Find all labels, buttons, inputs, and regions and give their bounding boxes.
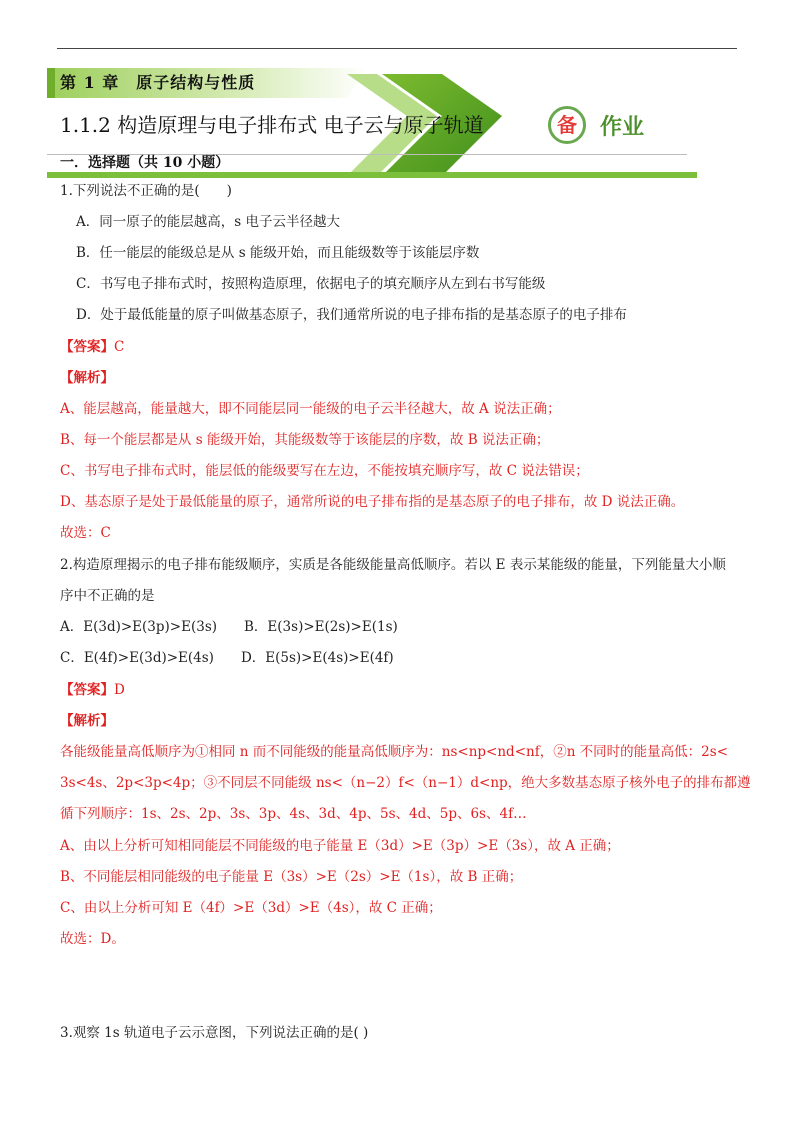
q2-analysis-label: 【解析】 [60, 713, 114, 729]
q1-answer-row [60, 337, 124, 357]
q2-analysis-a: A、由以上分析可知相同能层不同能级的电子能量 E（3d）>E（3p）>E（3s），故 A 正确； [60, 838, 620, 854]
q1-analysis-c: C、书写电子排布式时，能层低的能级要写在左边，不能按填充顺序写，故 C 说法错误； [60, 463, 589, 479]
q1-analysis-a: A、能层越高，能量越大，即不同能层同一能级的电子云半径越大，故 A 说法正确； [60, 401, 561, 417]
q1-option-c: C．书写电子排布式时，按照构造原理，依据电子的填充顺序从左到右书写能级 [76, 276, 546, 292]
q2-analysis-line2: 3s<4s、2p<3p<4p；③不同层不同能级 ns<（n−2）f<（n−1）d<np，绝大多数基态原子核外电子的排布都遵 [60, 775, 751, 791]
badge-label: 作业 [600, 115, 645, 140]
section-title: 一．选择题（共 10 小题） [60, 155, 230, 171]
badge-icon: 备 [548, 106, 586, 144]
q2-answer: D [114, 682, 125, 698]
lesson-title: 1.1.2 构造原理与电子排布式 电子云与原子轨道 [60, 113, 484, 137]
q2-options-ab: A．E(3d)>E(3p)>E(3s) B．E(3s)>E(2s)>E(1s) [60, 619, 398, 635]
q1-analysis-label: 【解析】 [60, 370, 114, 386]
q1-choice: 故选：C [60, 525, 111, 541]
q3-stem: 3.观察 1s 轨道电子云示意图，下列说法正确的是( ) [60, 1025, 369, 1041]
q1-answer: C [114, 339, 125, 355]
q2-choice: 故选：D。 [60, 931, 125, 947]
q1-option-b: B．任一能层的能级总是从 s 能级开始，而且能级数等于该能层序数 [76, 245, 480, 261]
q1-stem: 1.下列说法不正确的是( ) [60, 183, 232, 199]
q1-answer-label: 【答案】 [60, 339, 114, 355]
q1-analysis-d: D、基态原子是处于最低能量的原子，通常所说的电子排布指的是基态原子的电子排布，故 D 说法正确。 [60, 494, 685, 510]
q1-option-d: D．处于最低能量的原子叫做基态原子，我们通常所说的电子排布指的是基态原子的电子排布 [76, 307, 627, 323]
q2-options-cd: C．E(4f)>E(3d)>E(4s) D．E(5s)>E(4s)>E(4f) [60, 650, 394, 666]
q2-answer-label: 【答案】 [60, 682, 114, 698]
chapter-title: 第 1 章 原子结构与性质 [60, 73, 256, 92]
q2-analysis-line3: 循下列顺序：1s、2s、2p、3s、3p、4s、3d、4p、5s、4d、5p、6s、4f… [60, 806, 527, 822]
q2-answer-row [60, 680, 125, 700]
q2-stem-line1: 2.构造原理揭示的电子排布能级顺序，实质是各能级能量高低顺序。若以 E 表示某能级的能量，下列能量大小顺 [60, 557, 726, 573]
header-rule [57, 48, 737, 49]
q1-option-a: A．同一原子的能层越高，s 电子云半径越大 [76, 214, 340, 230]
q2-analysis-b: B、不同能层相同能级的电子能量 E（3s）>E（2s）>E（1s），故 B 正确； [60, 869, 523, 885]
q2-analysis-c: C、由以上分析可知 E（4f）>E（3d）>E（4s），故 C 正确； [60, 900, 442, 916]
q2-stem-line2: 序中不正确的是 [60, 588, 155, 604]
q1-analysis-b: B、每一个能层都是从 s 能级开始，其能级数等于该能层的序数，故 B 说法正确； [60, 432, 550, 448]
q2-analysis-line1: 各能级能量高低顺序为①相同 n 而不同能级的能量高低顺序为：ns<np<nd<nf，②n 不同时的能量高低：2s< [60, 744, 729, 760]
